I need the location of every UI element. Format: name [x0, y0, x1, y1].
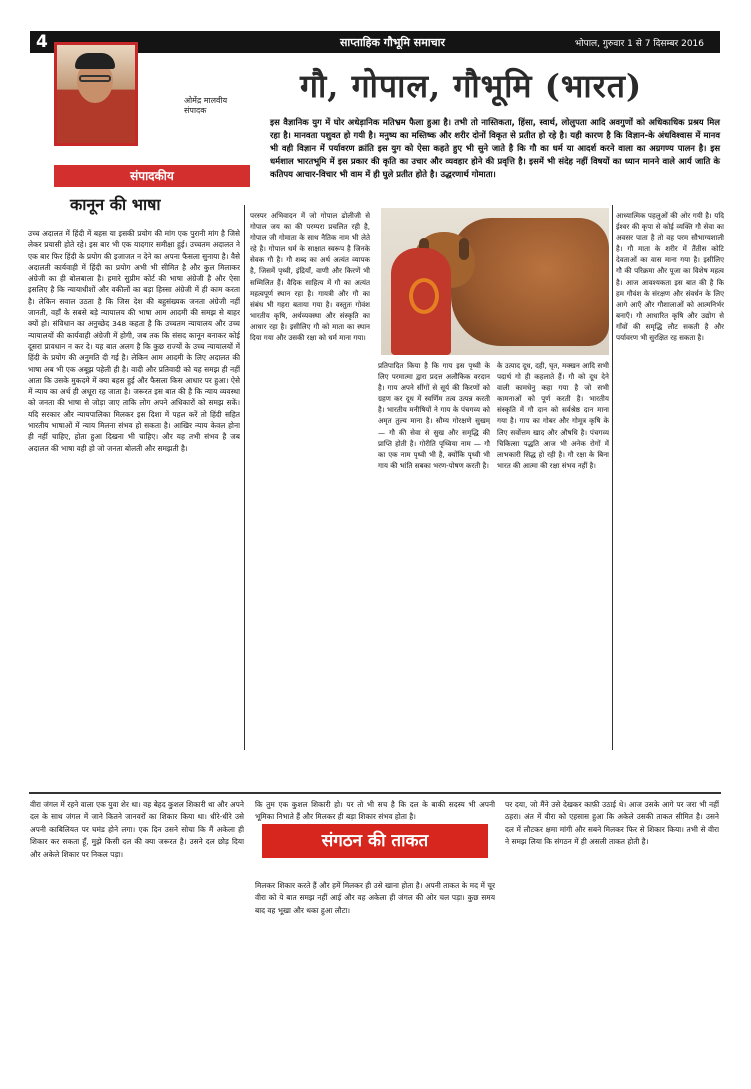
main-article-title: गौ, गोपाल, गौभूमि (भारत): [300, 67, 643, 105]
column-divider: [244, 205, 245, 750]
byline: [184, 96, 227, 116]
article-column: आध्यात्मिक पहलुओं की ओर गयी है। यदि ईश्वर की कृपा से कोई व्यक्ति गौ सेवा का अवसर पाता है तो वह परम सौभाग्यशाली है। गौ माता के शरीर में तैंतीस कोटि देवताओं का वास माना गया है। इसीलिए गौ की परिक्रमा और पूजा का विशेष महत्व है। आज आवश्यकता इस बात की है कि हम गौवंश के संरक्षण और संवर्धन के लिए आगे आएँ और गौशालाओं को आत्मनिर्भर बनाएँ। गौ आधारित कृषि और उद्योग से गाँवों की समृद्धि लौट सकती है और पर्यावरण भी सुरक्षित रह सकता है।: [616, 211, 724, 343]
article-column: के उत्पाद दूध, दही, घृत, मक्खन आदि सभी पदार्थ गो ही कहलाते हैं। गौ को दूध देने वाली कामधेनु कहा गया है जो सभी कामनाओं को पूर्ण करती है। भारतीय संस्कृति में गौ दान को सर्वश्रेष्ठ दान माना गया है। गाय का गोबर और गोमूत्र कृषि के लिए सर्वोत्तम खाद और औषधि है। पंचगव्य चिकित्सा पद्धति आज भी अनेक रोगों में लाभकारी सिद्ध हो रही है। गौ रक्षा के बिना भारत की आत्मा की रक्षा संभव नहीं है।: [497, 361, 609, 470]
byline-name: ओमेंद्र मालवीय: [184, 96, 228, 105]
cow-photo: [381, 208, 609, 355]
page-number: 4: [36, 32, 48, 52]
article-column: प्रतिपादित किया है कि गाय इस पृथ्वी के लिए परमात्मा द्वारा प्रदत्त अलौकिक वरदान है। गाय अपने सींगों से सूर्य की किरणों को ग्रहण कर दूध में स्वर्णिम तत्व उत्पन्न करती है। भारतीय मनीषियों ने गाय के पंचगव्य को अमृत तुल्य माना है। सौम्य गोरक्षणे सुखम् — गौ की सेवा से सुख और समृद्धि की प्राप्ति होती है। गोरीति पृथ्विया नाम — गौ का एक नाम पृथ्वी भी है, क्योंकि पृथ्वी भी गाय की भांति सबका भरण-पोषण करती है।: [378, 361, 490, 470]
publication-name: साप्ताहिक गौभूमि समाचार: [340, 36, 445, 49]
editor-photo: [54, 42, 138, 146]
editorial-headline: कानून की भाषा: [70, 195, 161, 214]
article-column: परस्पर अभिवादन में जो गोपाल ढोलीजी से गोपाल जय का की परम्परा प्रचलित रही है, गोपाल जी गोमाता के साथ नैतिक नाम भी लेते रहे है। गोपाल धर्म के साक्षात स्वरूप है जिनके सेवक गौ है। गौ शब्द का अर्थ अत्यंत व्यापक है, जिसमें पृथ्वी, इंद्रियाँ, वाणी और किरणें भी सम्मिलित हैं। वैदिक साहित्य में गौ का अत्यंत महत्वपूर्ण स्थान रहा है। गायत्री और गौ का संबंध भी गहरा बताया गया है। वस्तुतः गोवंश भारतीय कृषि, अर्थव्यवस्था और संस्कृति का आधार रहा है। इसीलिए गौ को माता का स्थान दिया गया और उसकी रक्षा को धर्म माना गया।: [250, 211, 370, 343]
byline-role: संपादक: [184, 106, 207, 115]
story-column: वीरा जंगल में रहने वाला एक युवा शेर था। वह बेहद कुशल शिकारी था और अपने दल के साथ जंगल में जाने कितने जानवरों का शिकार किया था। धीरे-धीरे उसे अपनी काबिलियत पर घमंड होने लगा। एक दिन उसने सोचा कि मैं अकेला ही शिकार कर सकता हूँ, मुझे किसी दल की क्या जरूरत है। उसने दल छोड़ दिया और अकेले शिकार पर निकल पड़ा।: [30, 800, 244, 859]
column-divider: [612, 205, 613, 750]
main-article-intro: इस वैज्ञानिक युग में घोर अधेड़ानिक मतिभ्रम फैला हुआ है। तभी तो नास्तिकता, हिंसा, स्वार्थ, लोलुपता आदि अवगुणों को अधिकाधिक प्रश्रय मिल रहा है। मानवता पशुवत हो गयी है। मनुष्य का मस्तिष्क और शरीर दोनों विकृत से प्रतीत हो रहे है। यही कारण है कि विज्ञान-के अंधविश्वास में मानव भी वही विज्ञान में पर्यावरण क्रांति इस युग को ऐसा कहते हुए भी सुने जाते है कि गौ का धर्म या आदर्श करने वाला का अग्रगण्य पालन है। इस धर्मशाल भारतभूमि में इस प्रकार की कृति का उचार और व्यवहार होने की प्रवृत्ति है। इसमें भी संदेह नहीं विषयों का ध्यान मानने वाले आर्य जाति के कतिपय आचार-विचार भी वाम में ही घुले प्रतीत होते है। उद्धरणार्थ गोमाता।: [270, 117, 720, 179]
story-column: मिलकर शिकार करते हैं और हमें मिलकर ही उसे खाना होता है। अपनी ताकत के मद में चूर वीरा को ये बात समझ नहीं आई और वह अकेला ही जंगल की ओर चल पड़ा। कुछ समय बाद वह भूखा और थका हुआ लौटा।: [255, 881, 495, 915]
story-heading: संगठन की ताकत: [262, 824, 488, 858]
story-column: पर दया, जो मैंने उसे देखकर काफ़ी उठाई थे। आज उसके आगे पर जरा भी नहीं ठहरा। अंत में वीरा को एहसास हुआ कि अकेले उसकी ताकत सीमित है। उसने दल में लौटकर क्षमा मांगी और सबने मिलकर फिर से शिकार किया। तभी से वीरा ने समझ लिया कि संगठन में ही असली ताकत होती है।: [505, 800, 719, 847]
story-column: कि तुम एक कुशल शिकारी हो। पर तो भी सच है कि दल के बाकी सदस्य भी अपनी भूमिका निभाते हैं और मिलकर ही बड़ा शिकार संभव होता है।: [255, 800, 495, 822]
editorial-label: संपादकीय: [54, 165, 250, 187]
publication-date: भोपाल, गुरुवार 1 से 7 दिसम्बर 2016: [574, 39, 704, 49]
editorial-body: उच्च अदालत में हिंदी में बहस या इसकी प्रयोग की मांग एक पुरानी मांग है जिसे लेकर प्रयासी होते रहे। इस बार भी एक यादगार समीक्षा हुई। उच्चतम अदालत ने एक बार फिर हिंदी के प्रयोग की इजाजत न देने का अपना फैसला सुनाया है। वैसे अदालती कार्यवाही में हिंदी का प्रयोग अभी भी सीमित है और कुल मिलाकर अंग्रेजी का ही बोलबाला है। हमारे सुप्रीम कोर्ट की भाषा अंग्रेजी है और ऐसा इसलिए है कि न्यायाधीशों और वकीलों का बड़ा हिस्सा अंग्रेजी में ही काम करता है। लेकिन सवाल उठता है कि जिस देश की बहुसंख्यक जनता अंग्रेजी नहीं जानती, वहाँ के सबसे बड़े न्यायालय की भाषा आम आदमी की समझ से बाहर क्यों हो। संविधान का अनुच्छेद 348 कहता है कि उच्चतम न्यायालय और उच्च न्यायालयों की कार्यवाही अंग्रेजी में होगी, जब तक कि संसद कानून बनाकर कोई दूसरा प्रावधान न कर दे। यह बात अलग है कि कुछ राज्यों के उच्च न्यायालयों में हिंदी के प्रयोग की अनुमति दी गई है। लेकिन आम आदमी के लिए अदालत की भाषा अब भी एक अबूझ पहेली ही है। वादी और प्रतिवादी को यह समझ ही नहीं आता कि उसके मुकदमे में क्या बहस हुई और फैसला किस आधार पर हुआ। ऐसे में न्याय का अर्थ ही अधूरा रह जाता है। जरूरत इस बात की है कि न्याय व्यवस्था को जनता की भाषा से जोड़ा जाए ताकि लोग अपने अधिकारों को समझ सकें। यदि सरकार और न्यायपालिका मिलकर इस दिशा में पहल करें तो हिंदी सहित भारतीय भाषाओं में न्याय मिलना संभव हो सकता है। आखिर न्याय केवल होना ही नहीं चाहिए, होता हुआ दिखना भी चाहिए। और यह तभी संभव है जब अदालत की भाषा वही हो जो जनता बोलती और समझती है।: [28, 229, 240, 453]
